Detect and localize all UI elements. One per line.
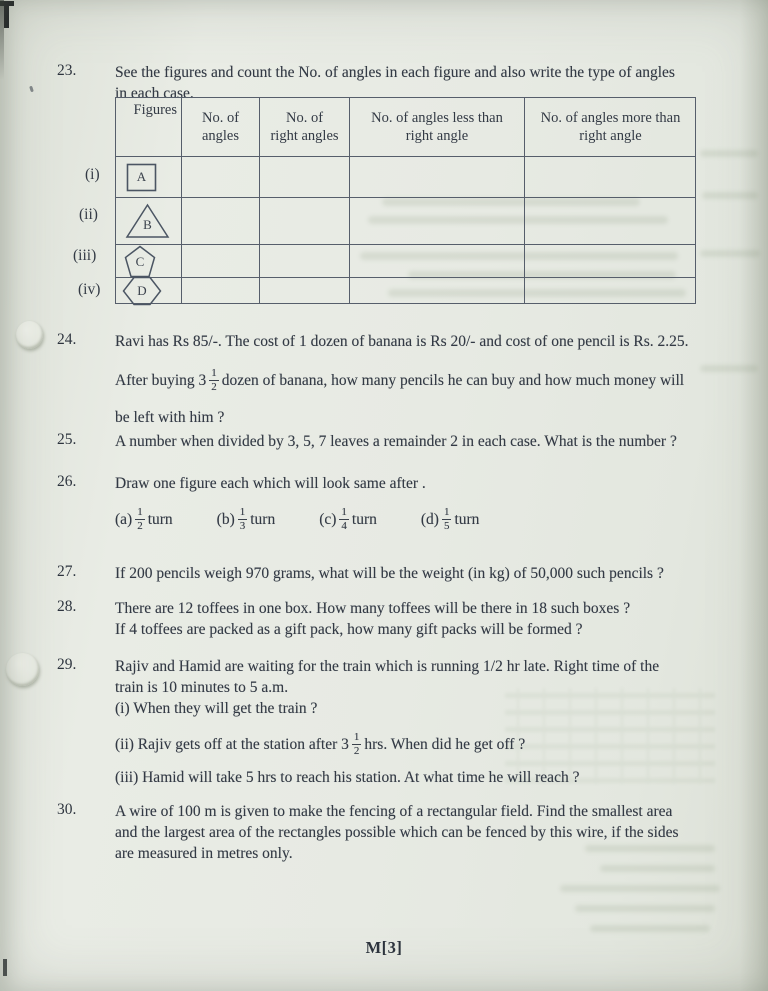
option-c: (c) $\frac{1}{4}$ turn (319, 505, 377, 532)
table-cell-empty (349, 156, 524, 197)
table-cell-empty (259, 244, 349, 277)
table-cell-empty (524, 156, 696, 197)
row-label-i: (i) (85, 166, 100, 183)
fraction: $\frac{1}{2}$ (137, 505, 143, 532)
table-cell-empty (259, 197, 349, 244)
turn-options (115, 502, 735, 536)
scan-edge-shadow (0, 0, 4, 80)
question-text-line: in each case. (115, 85, 194, 102)
question-number: 23. (57, 62, 77, 79)
question-text-line: If 4 toffees are packed as a gift pack, how many gift packs will be formed ? (115, 621, 583, 638)
table-cell-empty (181, 244, 259, 277)
fraction: $\frac{1}{2}$ (211, 366, 217, 393)
bleed-through-text (590, 925, 710, 932)
fraction: $\frac{1}{5}$ (443, 505, 450, 532)
question-text-line: (iii) Hamid will take 5 hrs to reach his station. At what time he will reach ? (115, 769, 580, 786)
table-cell-empty (524, 197, 696, 244)
figure-cell-square (116, 156, 181, 197)
question-number: 29. (57, 656, 77, 673)
question-number: 24. (57, 331, 77, 348)
figure-letter: D (137, 283, 147, 298)
option-a: (a) $\frac{1}{2}$ turn (115, 505, 173, 532)
question-number: 25. (57, 431, 77, 448)
figure-letter: A (136, 168, 147, 184)
table-cell-empty (181, 197, 259, 244)
table-cell-empty (524, 244, 696, 277)
table-header-angles-more-than: No. of angles more than right angle (524, 98, 696, 156)
question-text-line: Rajiv and Hamid are waiting for the train which is running 1/2 hr late. Right time of the (115, 658, 660, 675)
pentagon-figure (124, 245, 156, 278)
table-cell-empty (349, 277, 524, 304)
angles-table (115, 97, 696, 304)
question-text-line: train is 10 minutes to 5 a.m. (115, 679, 289, 696)
table-header-no-of-angles: No. of angles (181, 98, 259, 156)
scan-corner-mark (4, 1, 9, 28)
question-text-line: are measured in metres only. (115, 845, 293, 862)
fraction: $\frac{1}{3}$ (239, 505, 246, 532)
question-text-line: There are 12 toffees in one box. How many toffees will be there in 18 such boxes ? (115, 600, 631, 617)
question-number: 26. (57, 473, 77, 490)
scan-edge-mark (3, 959, 7, 976)
table-header-no-of-right-angles: No. of right angles (259, 98, 349, 156)
table-cell-empty (259, 156, 349, 197)
fraction: $\frac{1}{4}$ (341, 505, 347, 532)
question-text-line: A wire of 100 m is given to make the fencing of a rectangular field. Find the smallest area (115, 803, 673, 820)
table-header-angles-less-than: No. of angles less than right angle (349, 98, 524, 156)
question-number: 30. (57, 801, 77, 818)
row-label-iii: (iii) (73, 247, 97, 264)
triangle-figure (125, 203, 170, 239)
table-cell-empty (259, 277, 349, 304)
punch-hole (16, 321, 43, 349)
bleed-through-text (575, 905, 715, 912)
question-text-line: Ravi has Rs 85/-. The cost of 1 dozen of banana is Rs 20/- and cost of one pencil is Rs. 2.25. (115, 333, 689, 350)
figure-cell-hexagon (116, 277, 181, 304)
square-figure (126, 163, 157, 192)
figure-cell-triangle (116, 197, 181, 244)
hexagon-figure (122, 276, 162, 306)
question-text-line: If 200 pencils weigh 970 grams, what will be the weight (in kg) of 50,000 such pencils ? (115, 565, 664, 582)
row-label-iv: (iv) (78, 281, 101, 298)
question-text-line: See the figures and count the No. of angles in each figure and also write the type of angles (115, 64, 675, 81)
table-cell-empty (181, 277, 259, 304)
question-text-line: (i) When they will get the train ? (115, 700, 318, 717)
bleed-through-text (560, 885, 720, 892)
bleed-through-text (600, 865, 715, 872)
scan-speck (29, 86, 34, 93)
question-text-line: (ii) Rajiv gets off at the station after 3 $\frac{1}{2}$ hrs. When did he get off ? (115, 730, 526, 757)
table-cell-empty (181, 156, 259, 197)
fraction: $\frac{1}{2}$ (353, 730, 360, 757)
figure-letter: B (143, 217, 152, 232)
question-text-line: and the largest area of the rectangles possible which can be fenced by this wire, if the sides (115, 824, 679, 841)
page-footer-code: M[3] (365, 938, 403, 957)
option-d: (d) $\frac{1}{5}$ turn (420, 505, 480, 532)
table-cell-empty (349, 197, 524, 244)
question-number: 28. (57, 598, 77, 615)
row-label-ii: (ii) (79, 206, 98, 223)
scan-edge-shadow (740, 0, 768, 991)
question-text-line: After buying 3 $\frac{1}{2}$ dozen of banana, how many pencils he can buy and how much money will (115, 366, 685, 393)
question-text-line: Draw one figure each which will look same after . (115, 475, 426, 492)
figure-cell-pentagon (116, 244, 181, 277)
question-text-line: A number when divided by 3, 5, 7 leaves a remainder 2 in each case. What is the number ? (115, 433, 677, 450)
option-b: (b) $\frac{1}{3}$ turn (216, 505, 276, 532)
question-number: 27. (57, 563, 77, 580)
punch-hole (6, 653, 39, 686)
table-header-figures: Figures (133, 102, 177, 118)
question-text-line: be left with him ? (115, 409, 225, 426)
table-cell-empty (349, 244, 524, 277)
table-cell-empty (524, 277, 696, 304)
figure-letter: C (135, 253, 145, 269)
